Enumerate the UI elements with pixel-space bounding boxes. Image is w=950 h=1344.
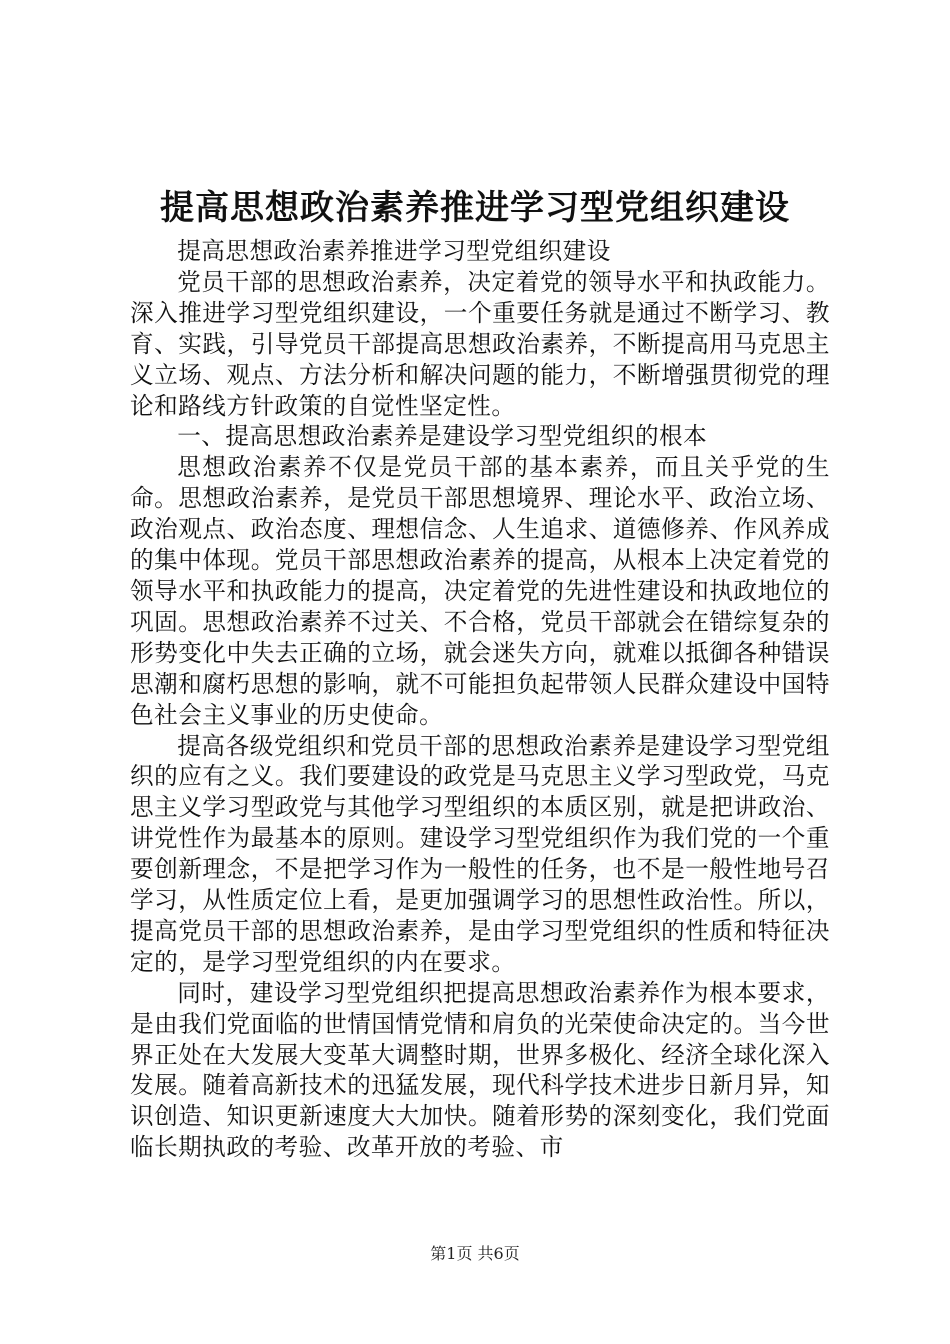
document-title: 提高思想政治素养推进学习型党组织建设 [160,188,790,228]
body-paragraph: 同时，建设学习型党组织把提高思想政治素养作为根本要求，是由我们党面临的世情国情党情和肩负的光荣使命决定的。当今世界正处在大发展大变革大调整时期，世界多极化、经济全球化深入发展。随着高新技术的迅猛发展，现代科学技术进步日新月异，知识创造、知识更新速度大大加快。随着形势的深刻变化，我们党面临长期执政的考验、改革开放的考验、市 [130,978,830,1162]
page-footer: 第1页 共6页 [430,1244,520,1263]
subtitle-paragraph: 提高思想政治素养推进学习型党组织建设 [177,237,611,265]
section-heading: 一、提高思想政治素养是建设学习型党组织的根本 [177,422,708,451]
intro-paragraph: 党员干部的思想政治素养，决定着党的领导水平和执政能力。深入推进学习型党组织建设，一个重要任务就是通过不断学习、教育、实践，引导党员干部提高思想政治素养，不断提高用马克思主义立场、观点、方法分析和解决问题的能力，不断增强贯彻党的理论和路线方针政策的自觉性坚定性。 [130,267,830,420]
body-paragraph: 思想政治素养不仅是党员干部的基本素养，而且关乎党的生命。思想政治素养，是党员干部思想境界、理论水平、政治立场、政治观点、政治态度、理想信念、人生追求、道德修养、作风养成的集中体现。党员干部思想政治素养的提高，从根本上决定着党的领导水平和执政能力的提高，决定着党的先进性建设和执政地位的巩固。思想政治素养不过关、不合格，党员干部就会在错综复杂的形势变化中失去正确的立场，就会迷失方向，就难以抵御各种错误思潮和腐朽思想的影响，就不可能担负起带领人民群众建设中国特色社会主义事业的历史使命。 [130,453,830,729]
document-body [130,236,830,1163]
body-paragraph: 提高各级党组织和党员干部的思想政治素养是建设学习型党组织的应有之义。我们要建设的政党是马克思主义学习型政党，马克思主义学习型政党与其他学习型组织的本质区别，就是把讲政治、讲党性作为最基本的原则。建设学习型党组织作为我们党的一个重要创新理念，不是把学习作为一般性的任务，也不是一般性地号召学习，从性质定位上看，是更加强调学习的思想性政治性。所以，提高党员干部的思想政治素养，是由学习型党组织的性质和特征决定的，是学习型党组织的内在要求。 [130,731,830,976]
